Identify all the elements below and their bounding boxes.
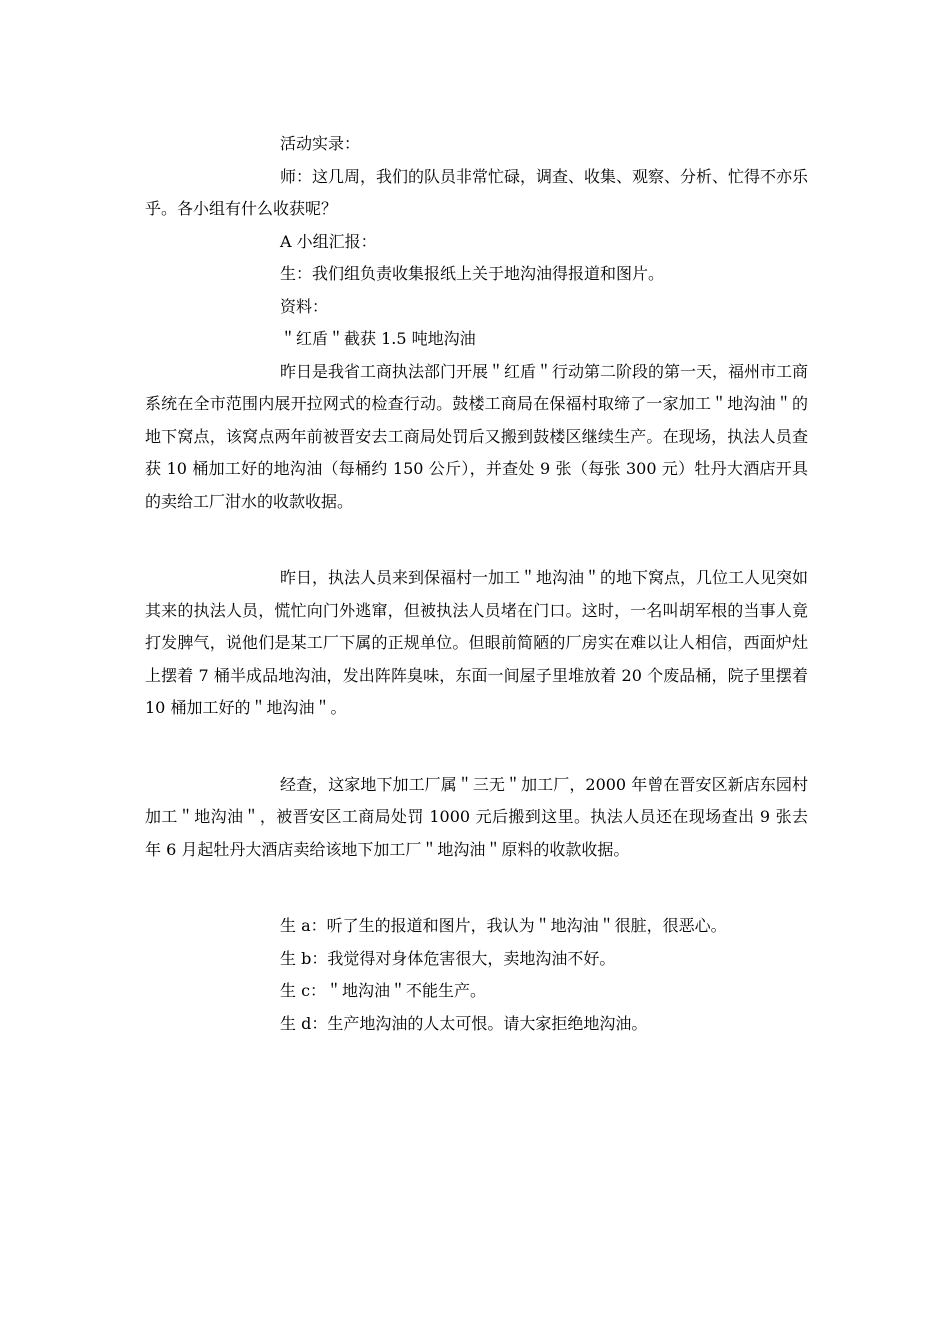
teacher-question: 师：这几周，我们的队员非常忙碌，调查、收集、观察、分析、忙得不亦乐乎。各小组有什么收获呢？ [145,166,809,218]
news-paragraph-2: 昨日，执法人员来到保福村一加工＂地沟油＂的地下窝点，几位工人见突如其来的执法人员，慌忙向门外逃窜，但被执法人员堵在门口。这时，一名叫胡军根的当事人竟打发脾气，说他们是某工厂下属的正规单位。但眼前简陋的厂房实在难以让人相信，西面炉灶上摆着 7 桶半成品地沟油，发出阵阵臭味，东面一间屋子里堆放着 20 个废品桶，院子里摆着 10 桶加工好的＂地沟油＂。 [145,568,809,717]
student-c-comment: 生 c：＂地沟油＂不能生产。 [280,981,487,1000]
paragraph-spacer [145,866,808,910]
activity-heading: 活动实录： [280,134,361,153]
student-a-comment: 生 a：听了生的报道和图片，我认为＂地沟油＂很脏，很恶心。 [280,916,727,935]
group-a-report-label: A 小组汇报： [280,231,377,251]
paragraph-spacer [145,725,808,769]
student-report: 生：我们组负责收集报纸上关于地沟油得报道和图片。 [280,264,665,283]
news-paragraph-3: 经查，这家地下加工厂属＂三无＂加工厂，2000 年曾在晋安区新店东园村加工＂地沟油＂，被晋安区工商局处罚 1000 元后搬到这里。执法人员还在现场查出 9 张去年 6 月起牡丹大酒店卖给该地下加工厂＂地沟油＂原料的收款收据。 [145,774,808,859]
document-body [145,128,808,1040]
student-d-comment: 生 d：生产地沟油的人太可恨。请大家拒绝地沟油。 [280,1013,648,1033]
news-title: ＂红盾＂截获 1.5 吨地沟油 [280,329,476,348]
student-b-comment: 生 b：我觉得对身体危害很大，卖地沟油不好。 [280,948,616,968]
news-paragraph-1: 昨日是我省工商执法部门开展＂红盾＂行动第二阶段的第一天，福州市工商系统在全市范围内展开拉网式的检查行动。鼓楼工商局在保福村取缔了一家加工＂地沟油＂的地下窝点，该窝点两年前被晋安去工商局处罚后又搬到鼓楼区继续生产。在现场，执法人员查获 10 桶加工好的地沟油（每桶约 150 公斤），并查处 9 张（每张 300 元）牡丹大酒店开具的卖给工厂泔水的收款收据。 [145,361,809,511]
paragraph-spacer [145,518,808,562]
materials-label: 资料： [280,296,329,316]
